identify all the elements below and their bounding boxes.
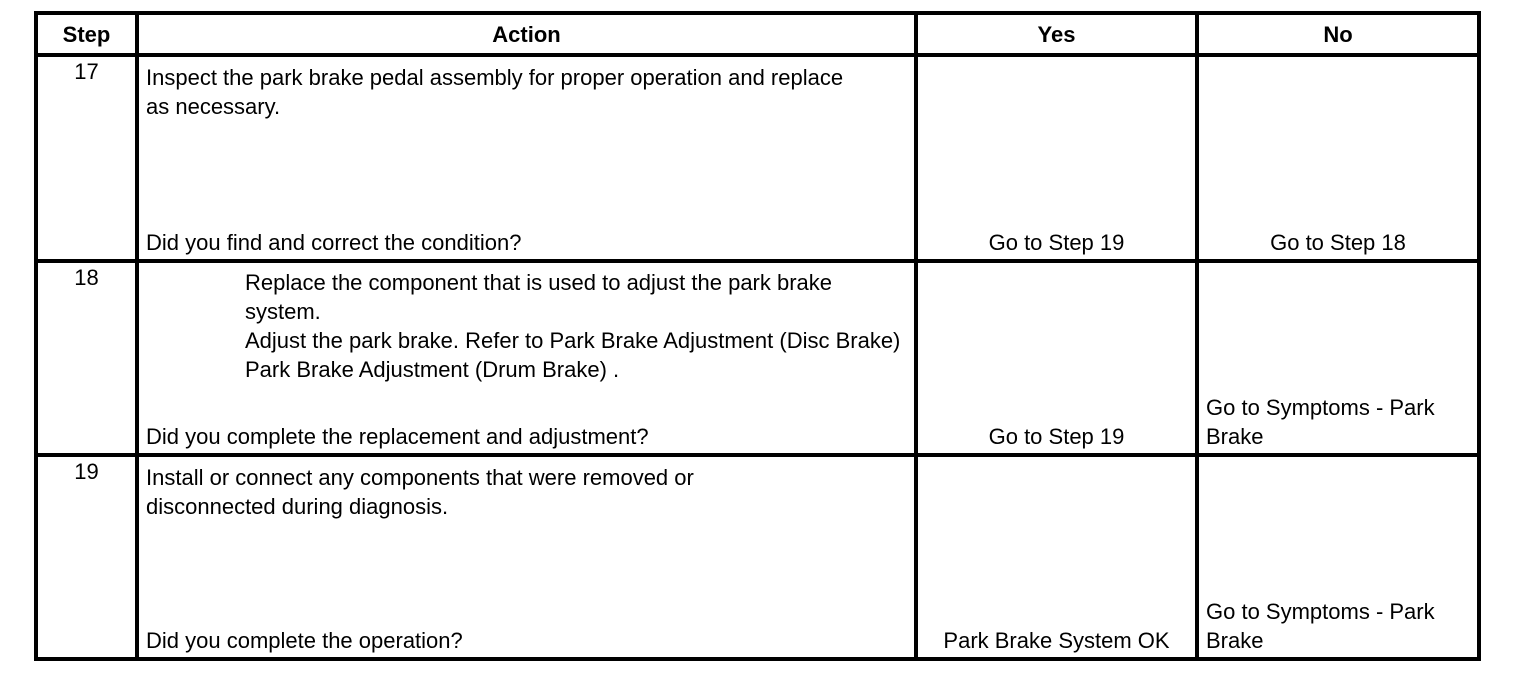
action-question: Did you complete the replacement and adjustment?	[146, 424, 649, 449]
no-cell	[1197, 55, 1479, 261]
action-line: Replace the component that is used to adjust the park brake system.	[245, 270, 833, 324]
action-question: Did you find and correct the condition?	[146, 230, 522, 255]
action-line: Adjust the park brake. Refer to Park Brake Adjustment (Disc Brake) Park Brake Adjustment (Drum Brake) .	[245, 328, 901, 382]
yes-cell	[916, 455, 1197, 659]
action-cell	[137, 55, 916, 261]
yes-cell	[916, 261, 1197, 455]
action-instructions	[146, 463, 910, 521]
yes-result: Park Brake System OK	[943, 628, 1170, 653]
header-row	[36, 13, 1479, 55]
action-line: Inspect the park brake pedal assembly for proper operation and replace as necessary.	[146, 65, 844, 119]
diagnostic-table	[34, 11, 1481, 661]
action-instructions	[146, 63, 910, 121]
action-instructions	[245, 268, 910, 384]
yes-result: Go to Step 19	[988, 230, 1125, 255]
table-row	[36, 455, 1479, 659]
step-number: 17	[36, 55, 137, 261]
header-yes: Yes	[916, 13, 1197, 55]
action-cell	[137, 261, 916, 455]
action-question: Did you complete the operation?	[146, 628, 463, 653]
header-no: No	[1197, 13, 1479, 55]
no-result: Go to Step 18	[1270, 230, 1406, 255]
step-number: 18	[36, 261, 137, 455]
yes-cell	[916, 55, 1197, 261]
yes-result: Go to Step 19	[988, 424, 1125, 449]
no-cell	[1197, 261, 1479, 455]
action-line: Install or connect any components that were removed or disconnected during diagnosis.	[146, 465, 694, 519]
header-action: Action	[137, 13, 916, 55]
no-result: Go to Symptoms - Park Brake	[1206, 395, 1435, 449]
header-step: Step	[36, 13, 137, 55]
table-row	[36, 55, 1479, 261]
step-number: 19	[36, 455, 137, 659]
table-row	[36, 261, 1479, 455]
action-cell	[137, 455, 916, 659]
no-result: Go to Symptoms - Park Brake	[1206, 599, 1435, 653]
no-cell	[1197, 455, 1479, 659]
